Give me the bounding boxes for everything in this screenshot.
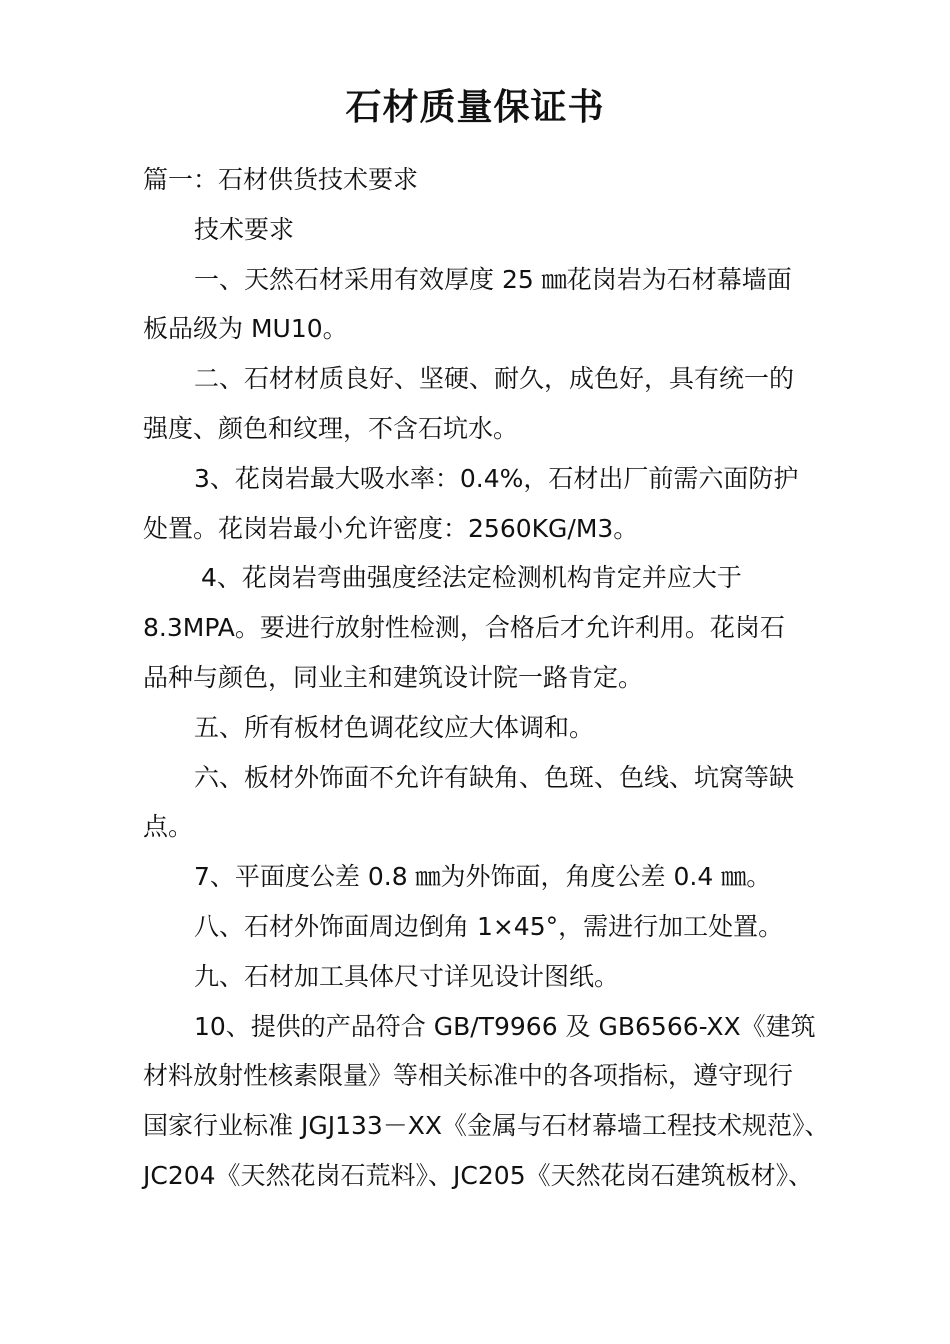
paragraph-line: 八、石材外饰面周边倒角 1×45°，需进行加工处置。: [194, 911, 784, 941]
paragraph-line: 4、花岗岩弯曲强度经法定检测机构肯定并应大于: [201, 563, 742, 593]
document-body: [143, 155, 830, 1201]
paragraph-line: 技术要求: [194, 214, 295, 244]
paragraph-line: 点。: [143, 812, 194, 842]
document-title: 石材质量保证书: [345, 86, 605, 128]
paragraph-line: 五、所有板材色调花纹应大体调和。: [194, 712, 595, 742]
paragraph-line: 3、花岗岩最大吸水率：0.4%，石材出厂前需六面防护: [194, 463, 799, 493]
paragraph-line: 品种与颜色，同业主和建筑设计院一路肯定。: [143, 662, 644, 692]
paragraph-line: 10、提供的产品符合 GB/T9966 及 GB6566-XX《建筑: [194, 1011, 816, 1041]
paragraph-line: 六、板材外饰面不允许有缺角、色斑、色线、坑窝等缺: [194, 762, 795, 792]
paragraph-line: 处置。花岗岩最小允许密度：2560KG/M3。: [143, 513, 639, 543]
paragraph-line: 板品级为 MU10。: [143, 314, 348, 344]
paragraph-line: 8.3MPA。要进行放射性检测，合格后才允许利用。花岗石: [143, 613, 785, 643]
paragraph-line: JC204《天然花岗石荒料》、JC205《天然花岗石建筑板材》、: [143, 1160, 814, 1190]
paragraph-line: 强度、颜色和纹理，不含石坑水。: [143, 413, 519, 443]
paragraph-line: 材料放射性核素限量》等相关标准中的各项指标，遵守现行: [143, 1061, 794, 1091]
paragraph-line: 二、石材材质良好、坚硬、耐久，成色好，具有统一的: [194, 364, 795, 394]
paragraph-line: 九、石材加工具体尺寸详见设计图纸。: [194, 961, 620, 991]
paragraph-line: 国家行业标准 JGJ133－XX《金属与石材幕墙工程技术规范》、: [143, 1111, 830, 1141]
section-heading: 篇一：石材供货技术要求: [143, 165, 419, 194]
paragraph-line: 7、平面度公差 0.8 ㎜为外饰面，角度公差 0.4 ㎜。: [194, 862, 772, 892]
paragraph-line: 一、天然石材采用有效厚度 25 ㎜花岗岩为石材幕墙面: [194, 264, 792, 294]
